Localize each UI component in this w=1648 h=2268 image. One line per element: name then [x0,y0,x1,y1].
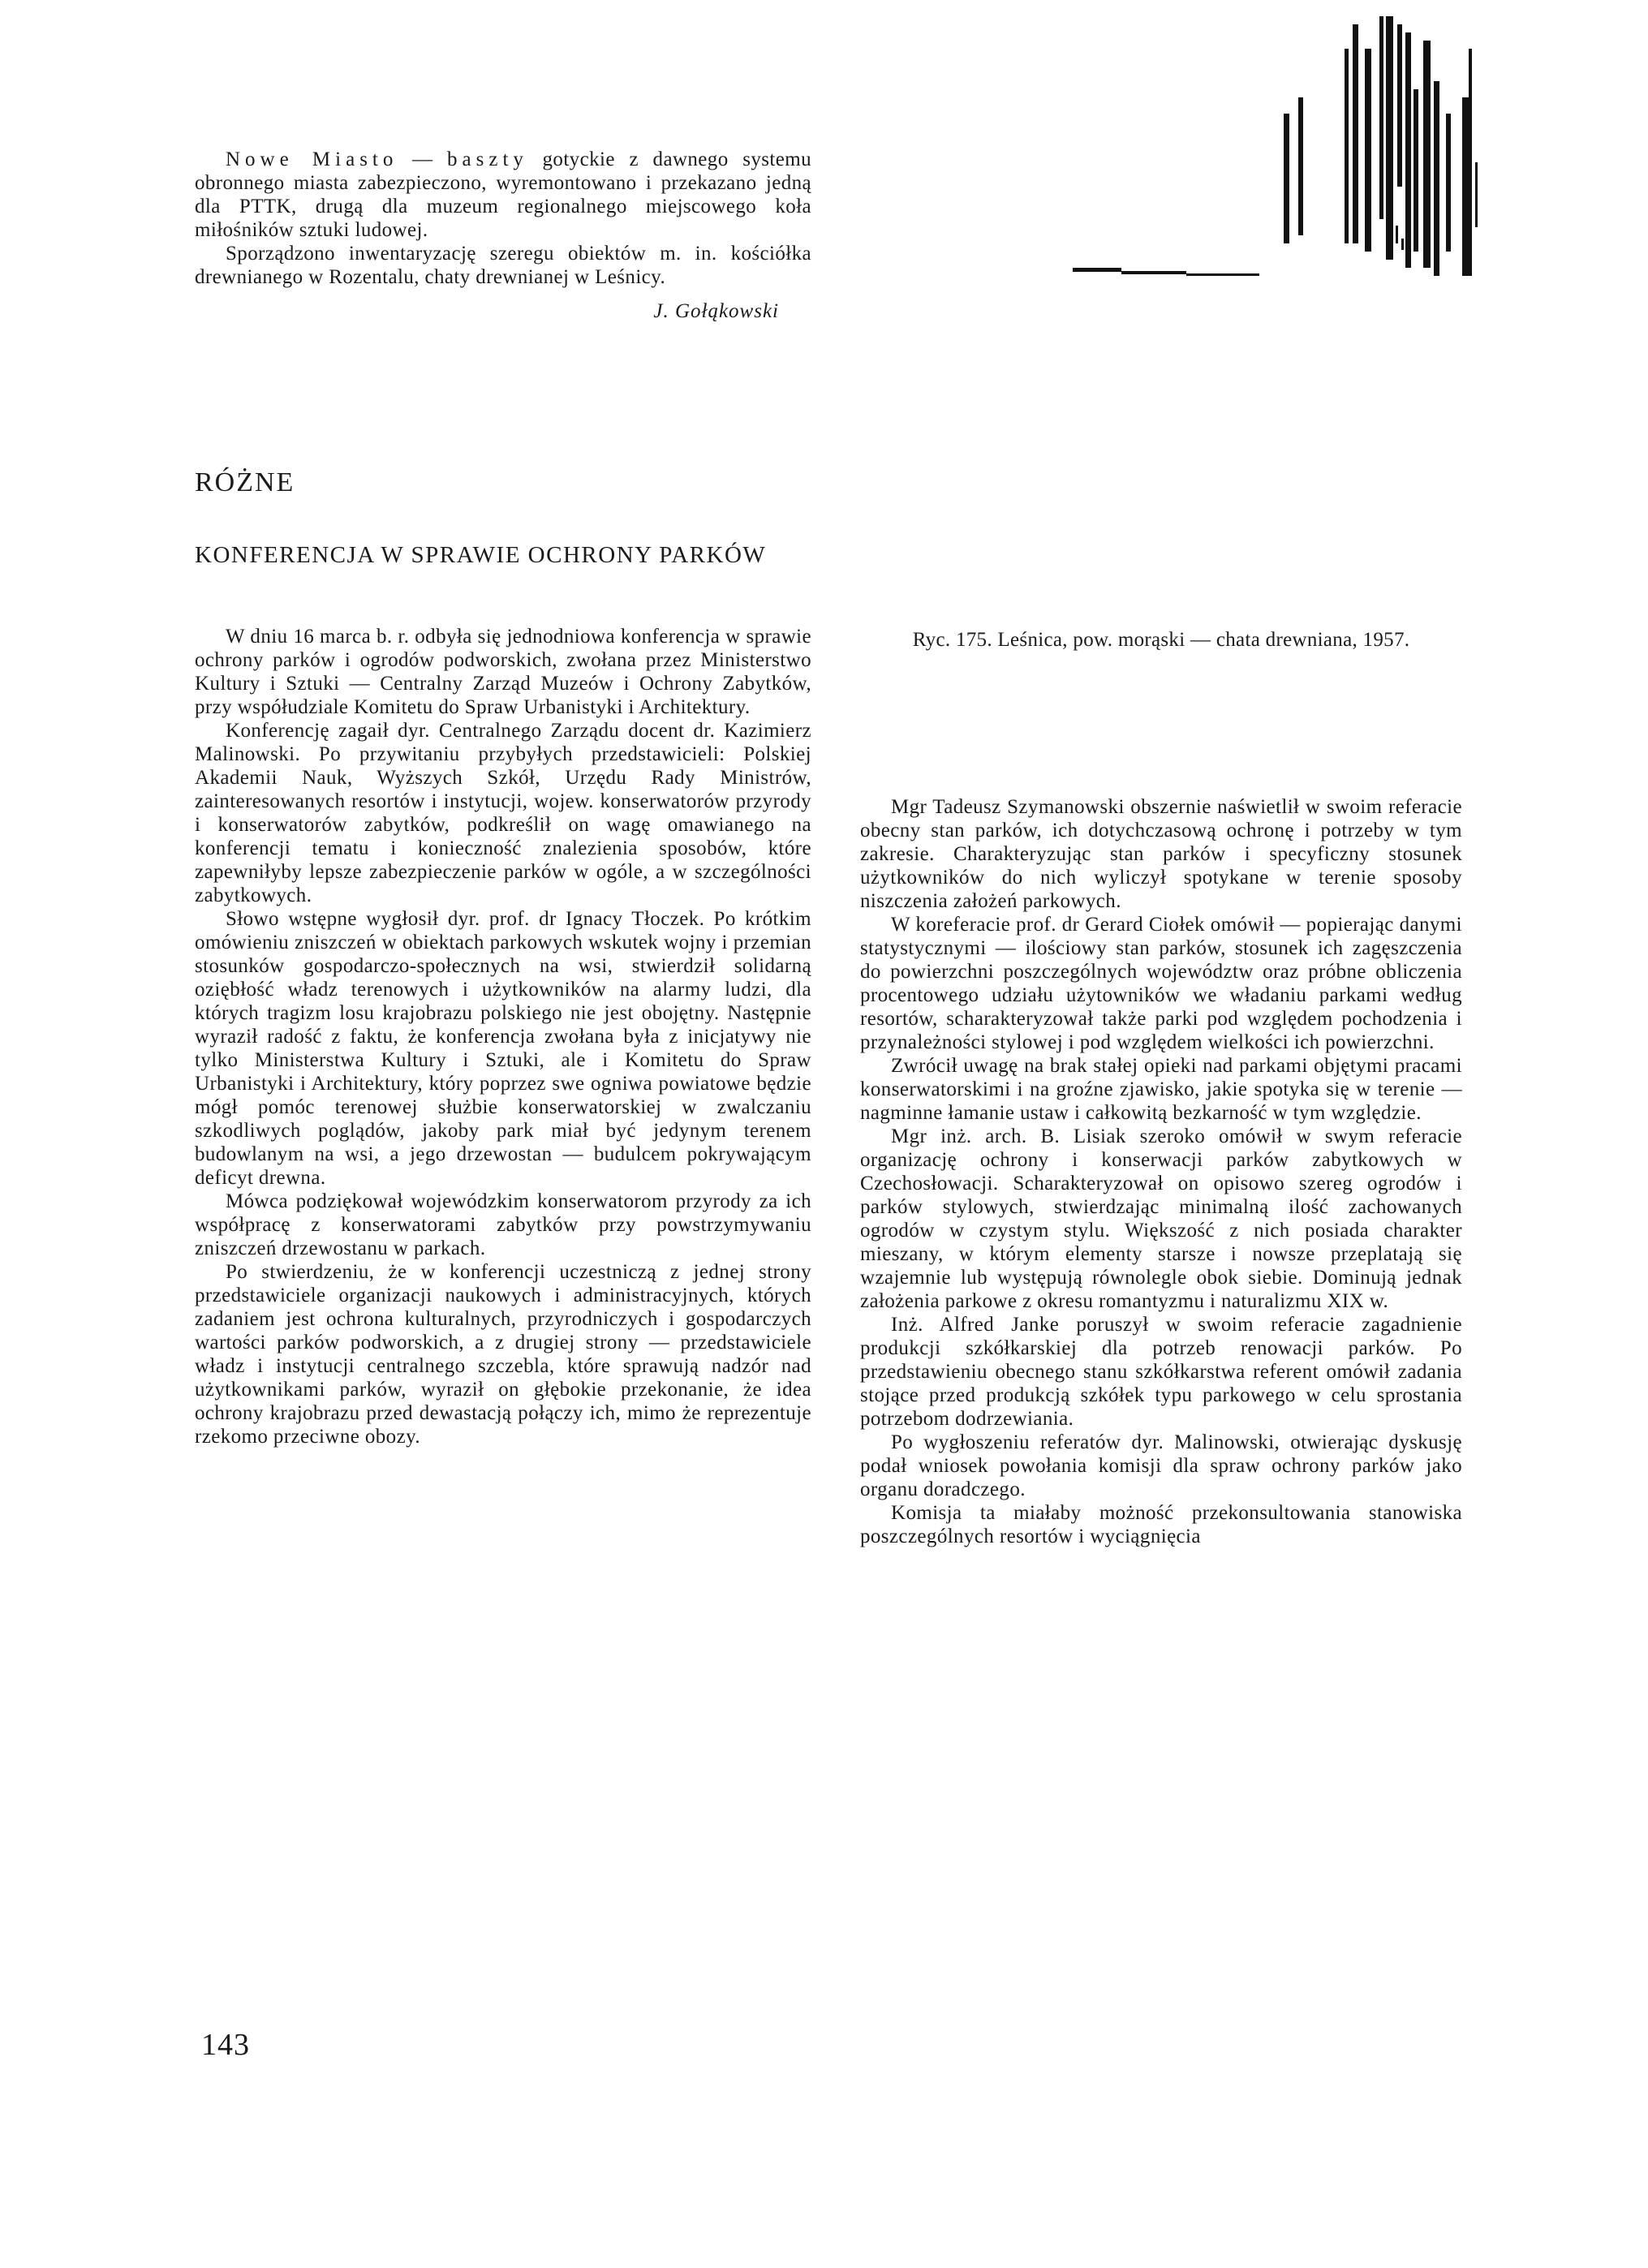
intro-paragraph-text: gotyckie z dawnego systemu obronnego miasta zabezpieczono, wyremontowano i przekazano jedną dla PTTK, drugą dla muzeum regionalnego miejscowego koła miłośników sztuki ludowej. [195,148,811,241]
article-title: KONFERENCJA W SPRAWIE OCHRONY PARKÓW [195,542,767,568]
article-paragraph: Mgr inż. arch. B. Lisiak szeroko omówił w swym referacie organizację ochrony i konserwacji parków zabytkowych w Czechosłowacji. Scharakteryzował on opisowo szereg ogrodów i parków stylowych, stwierdzając minimalną ilość zachowanych ogrodów w czystym stylu. Większość z nich posiada charakter mieszany, w którym elementy starsze i nowsze przeplatają się wzajemnie lub występują równolegle obok siebie. Dominują jednak założenia parkowe z okresu romantyzmu i naturalizmu XIX w. [860,1125,1462,1312]
figure-caption: Ryc. 175. Leśnica, pow. morąski — chata drewniana, 1957. [912,629,1410,651]
article-paragraph: Po wygłoszeniu referatów dyr. Malinowski, otwierając dyskusję podał wniosek powołania komisji dla spraw ochrony parków jako organu doradczego. [860,1431,1462,1500]
author-signature: J. Gołąkowski [653,300,779,322]
article-body [195,625,811,1448]
article-paragraph: W dniu 16 marca b. r. odbyła się jednodniowa konferencja w sprawie ochrony parków i ogrodów podworskich, zwołana przez Ministerstwo Kultury i Sztuki — Centralny Zarząd Muzeów i Ochrony Zabytków, przy współudziale Komitetu do Spraw Urbanistyki i Architektury. [195,626,811,718]
intro-paragraph [195,148,811,242]
article-paragraph: Zwrócił uwagę na brak stałej opieki nad parkami objętymi pracami konserwatorskimi i na groźne zjawisko, jakie spotyka się w terenie — nagminne łamanie ustaw i całkowitą bezkarność w tym względzie. [860,1055,1462,1124]
photo-fragment-image [1024,0,1511,292]
intro-paragraph-2: Sporządzono inwentaryzację szeregu obiektów m. in. kościółka drewnianego w Rozentalu, chaty drewnianej w Leśnicy. [195,243,811,288]
article-paragraph: Po stwierdzeniu, że w konferencji uczestniczą z jednej strony przedstawiciele organizacji naukowych i administracyjnych, których zadaniem jest ochrona kulturalnych, przyrodniczych i gospodarczych wartości parków podworskich, a z drugiej strony — przedstawiciele władz i instytucji centralnego szczebla, które sprawują nadzór nad użytkownikami parków, wyraził on głębokie przekonanie, że idea ochrony krajobrazu przed dewastacją połączy ich, mimo że reprezentuje rzekomo przeciwne obozy. [195,1261,811,1448]
article-paragraph: Słowo wstępne wygłosił dyr. prof. dr Ignacy Tłoczek. Po krótkim omówieniu zniszczeń w obiektach parkowych wskutek wojny i przemian stosunków gospodarczo-społecznych na wsi, stwierdził solidarną oziębłość władz terenowych i użytkowników na alarmy ludzi, dla których tragizm losu krajobrazu polskiego nie jest obojętny. Następnie wyraził radość z faktu, że konferencja zwołana była z inicjatywy nie tylko Ministerstwa Kultury i Sztuki, ale i Komitetu do Spraw Urbanistyki i Architektury, który poprzez swe ogniwa powiatowe będzie mógł pomóc terenowej służbie konserwatorskiej w zwalczaniu szkodliwych poglądów, jakoby park miał być jedynym terenem budowlanym na wsi, a jego drzewostan — budulcem pokrywającym deficyt drewna. [195,908,811,1189]
article-paragraph: Inż. Alfred Janke poruszył w swoim referacie zagadnienie produkcji szkółkarskiej dla potrzeb renowacji parków. Po przedstawieniu obecnego stanu szkółkarstwa referent omówił zadania stojące przed produkcją szkółek typu parkowego w celu sprostania potrzebom dodrzewiania. [860,1314,1462,1430]
article-paragraph: Konferencję zagaił dyr. Centralnego Zarządu docent dr. Kazimierz Malinowski. Po przywitaniu przybyłych przedstawicieli: Polskiej Akademii Nauk, Wyższych Szkół, Urzędu Rady Ministrów, zainteresowanych resortów i instytucji, wojew. konserwatorów przyrody i konserwatorów zabytków, podkreślił on wagę omawianego na konferencji tematu i konieczność znalezienia sposobów, które zapewniłyby lepsze zabezpieczenie parków w ogóle, a w szczególności zabytkowych. [195,720,811,906]
article-paragraph: W koreferacie prof. dr Gerard Ciołek omówił — popierając danymi statystycznymi — ilościowy stan parków, stosunek ich zagęszczenia do powierzchni poszczególnych województw oraz próbne obliczenia procentowego udziału użytowników we władaniu parkami według resortów, scharakteryzował także parki pod względem pochodzenia i przynależności stylowej i pod względem wielkości ich powierzchni. [860,914,1462,1053]
article-paragraph: Mgr Tadeusz Szymanowski obszernie naświetlił w swoim referacie obecny stan parków, ich dotychczasową ochronę i potrzeby w tym zakresie. Charakteryzując stan parków i specyficzny stosunek użytkowników do nich wyliczył spotykane w terenie sposoby niszczenia założeń parkowych. [860,796,1462,912]
article-continuation [860,795,1462,1548]
object-name: baszty [447,148,528,170]
section-heading: RÓŻNE [195,467,295,497]
dash-separator: — [412,148,433,170]
place-name: Nowe Miasto [226,148,398,170]
article-paragraph: Mówca podziękował wojewódzkim konserwatorom przyrody za ich współpracę z konserwatorami zabytków przy powstrzymywaniu zniszczeń drzewostanu w parkach. [195,1190,811,1259]
intro-report [195,148,811,323]
article-paragraph: Komisja ta miałaby możność przekonsultowania stanowiska poszczególnych resortów i wyciągnięcia [860,1502,1462,1547]
page-number: 143 [201,2028,250,2062]
